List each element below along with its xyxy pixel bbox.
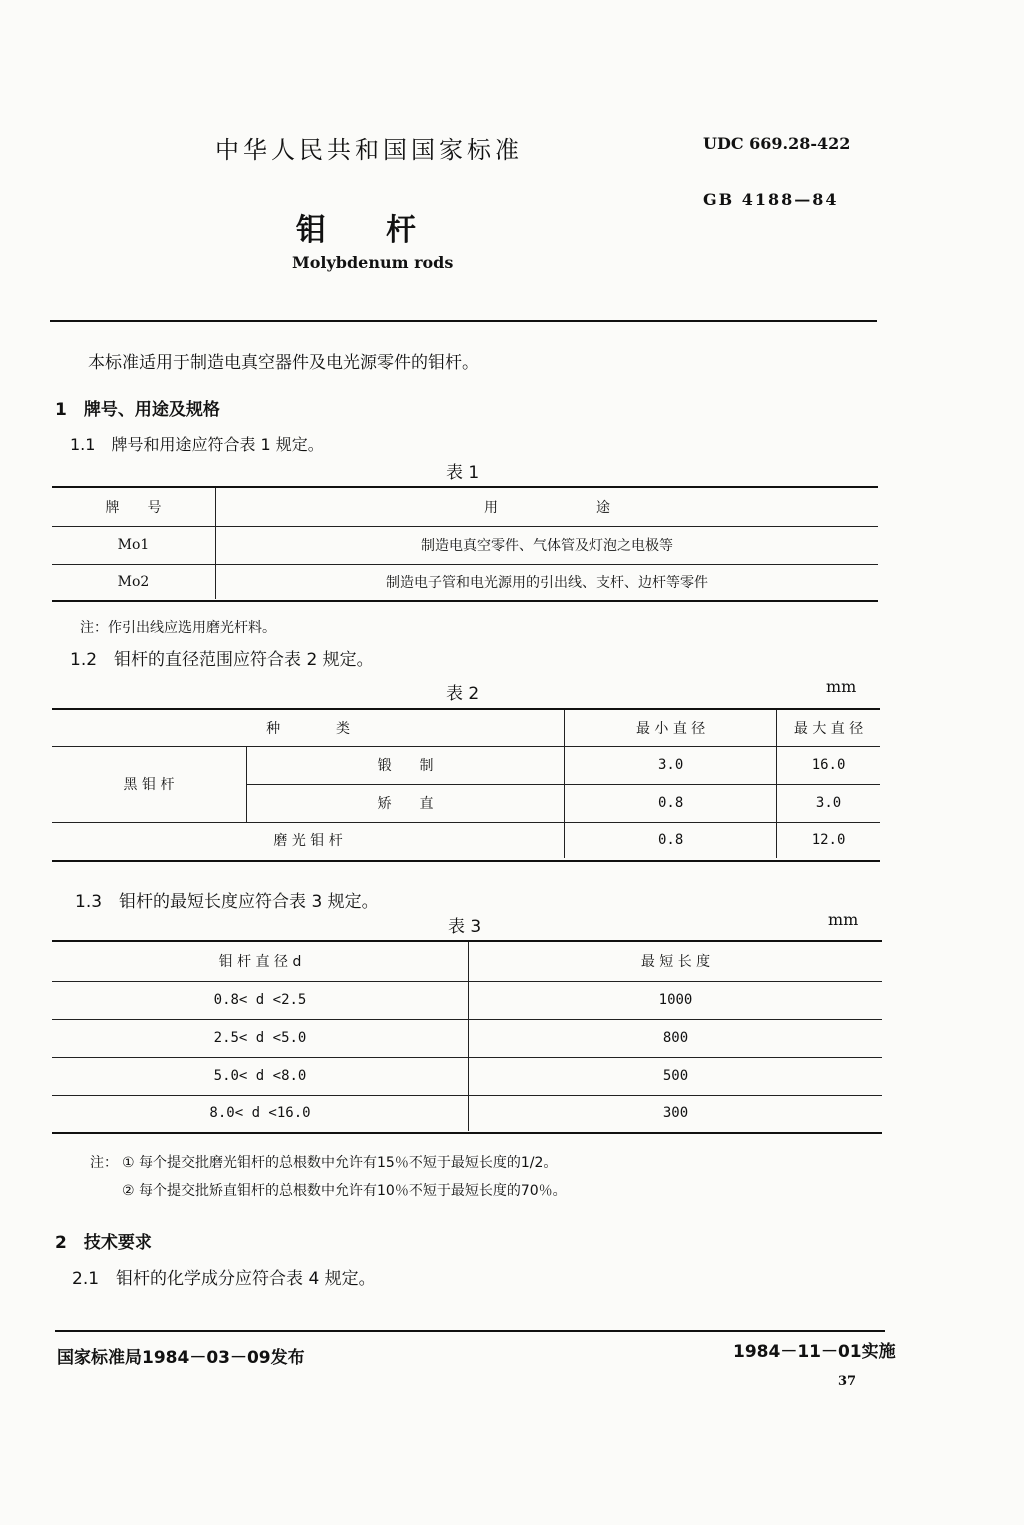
table-3-note-1: ① 每个提交批磨光钼杆的总根数中允许有15％不短于最短长度的1/2。 [122,1155,558,1171]
document-title: 钼 杆 [296,213,416,248]
national-standard-title: 中华人民共和国国家标准 [215,136,523,164]
table-1-use-cell: 制造电真空零件、气体管及灯泡之电极等 [216,526,879,564]
table-3-header-length: 最 短 长 度 [469,942,883,981]
table-2-min-cell: 0.8 [565,784,777,822]
table-2-caption: 表 2 [446,684,480,704]
table-1-note: 注：作引出线应选用磨光杆料。 [80,620,276,636]
table-1 [52,488,878,599]
table-2-max-cell: 12.0 [811,832,846,849]
document-title-english: Molybdenum rods [292,253,454,272]
table-2-process-cell: 矫 直 [247,784,565,822]
table-3-header-row [52,942,882,981]
table-3-length-cell: 800 [469,1019,883,1057]
table-3-note-2: ② 每个提交批矫直钼杆的总根数中允许有10％不短于最短长度的70％。 [122,1183,567,1199]
clause-1-1: 1.1 牌号和用途应符合表 1 规定。 [70,435,324,454]
table-1-bottom-rule [52,600,878,602]
gb-number: GB 4188—84 [703,190,839,209]
table-row [52,822,880,858]
table-3-diameter-cell: 5.0< d <8.0 [52,1057,469,1095]
table-row [52,1057,882,1095]
table-3-length-cell: 300 [662,1105,689,1122]
table-1-grade-cell: Mo1 [52,526,216,564]
section-1-heading: 1 牌号、用途及规格 [55,400,220,420]
table-row [52,1019,882,1057]
scope-statement: 本标准适用于制造电真空器件及电光源零件的钼杆。 [88,353,479,373]
table-1-use-cell: 制造电子管和电光源用的引出线、支杆、边杆等零件 [386,574,708,591]
issue-date: 国家标准局1984－03－09发布 [57,1348,305,1368]
page-number: 37 [838,1374,857,1389]
table-3-header-diameter: 钼 杆 直 径 d [52,942,469,981]
table-2-unit: mm [826,677,857,696]
table-3-length-cell: 500 [469,1057,883,1095]
table-1-grade-cell: Mo2 [52,564,216,599]
table-3-note-prefix: 注： [90,1155,118,1171]
table-2-max-cell: 3.0 [777,784,880,822]
table-2-min-cell: 0.8 [565,822,777,858]
table-row [52,1095,882,1131]
table-row [52,526,878,564]
table-2-group-black-rod: 黑 钼 杆 [52,746,247,822]
table-row [52,981,882,1019]
clause-2-1: 2.1 钼杆的化学成分应符合表 4 规定。 [72,1269,376,1289]
table-2 [52,710,880,858]
table-3-unit: mm [828,910,859,929]
table-2-max-cell: 16.0 [777,746,880,784]
section-2-heading: 2 技术要求 [55,1233,152,1253]
table-2-min-cell: 3.0 [565,746,777,784]
table-2-header-type: 种 类 [52,710,565,746]
table-2-header-row [52,710,880,746]
header-divider [50,320,877,322]
table-2-process-cell: 锻 制 [247,746,565,784]
udc-code: UDC 669.28-422 [703,134,851,153]
table-2-header-min: 最 小 直 径 [565,710,777,746]
table-row [52,564,878,599]
table-row [52,746,880,784]
table-2-header-max: 最 大 直 径 [777,710,880,746]
table-3-diameter-cell: 2.5< d <5.0 [52,1019,469,1057]
table-3-bottom-rule [52,1132,882,1134]
clause-1-3: 1.3 钼杆的最短长度应符合表 3 规定。 [75,892,379,912]
table-3-caption: 表 3 [448,917,482,937]
table-3-diameter-cell: 8.0< d <16.0 [52,1095,469,1131]
table-1-header-use: 用 途 [216,488,879,526]
effective-date: 1984－11－01实施 [733,1342,896,1362]
table-3-length-cell: 1000 [469,981,883,1019]
table-2-bottom-rule [52,860,880,862]
clause-1-2: 1.2 钼杆的直径范围应符合表 2 规定。 [70,650,374,670]
table-3-diameter-cell: 0.8< d <2.5 [52,981,469,1019]
table-1-header-grade: 牌 号 [52,488,216,526]
table-1-header-row [52,488,878,526]
footer-divider [55,1330,885,1332]
table-2-polished-label: 磨 光 钼 杆 [52,822,565,858]
table-1-caption: 表 1 [446,463,480,483]
table-3 [52,942,882,1131]
